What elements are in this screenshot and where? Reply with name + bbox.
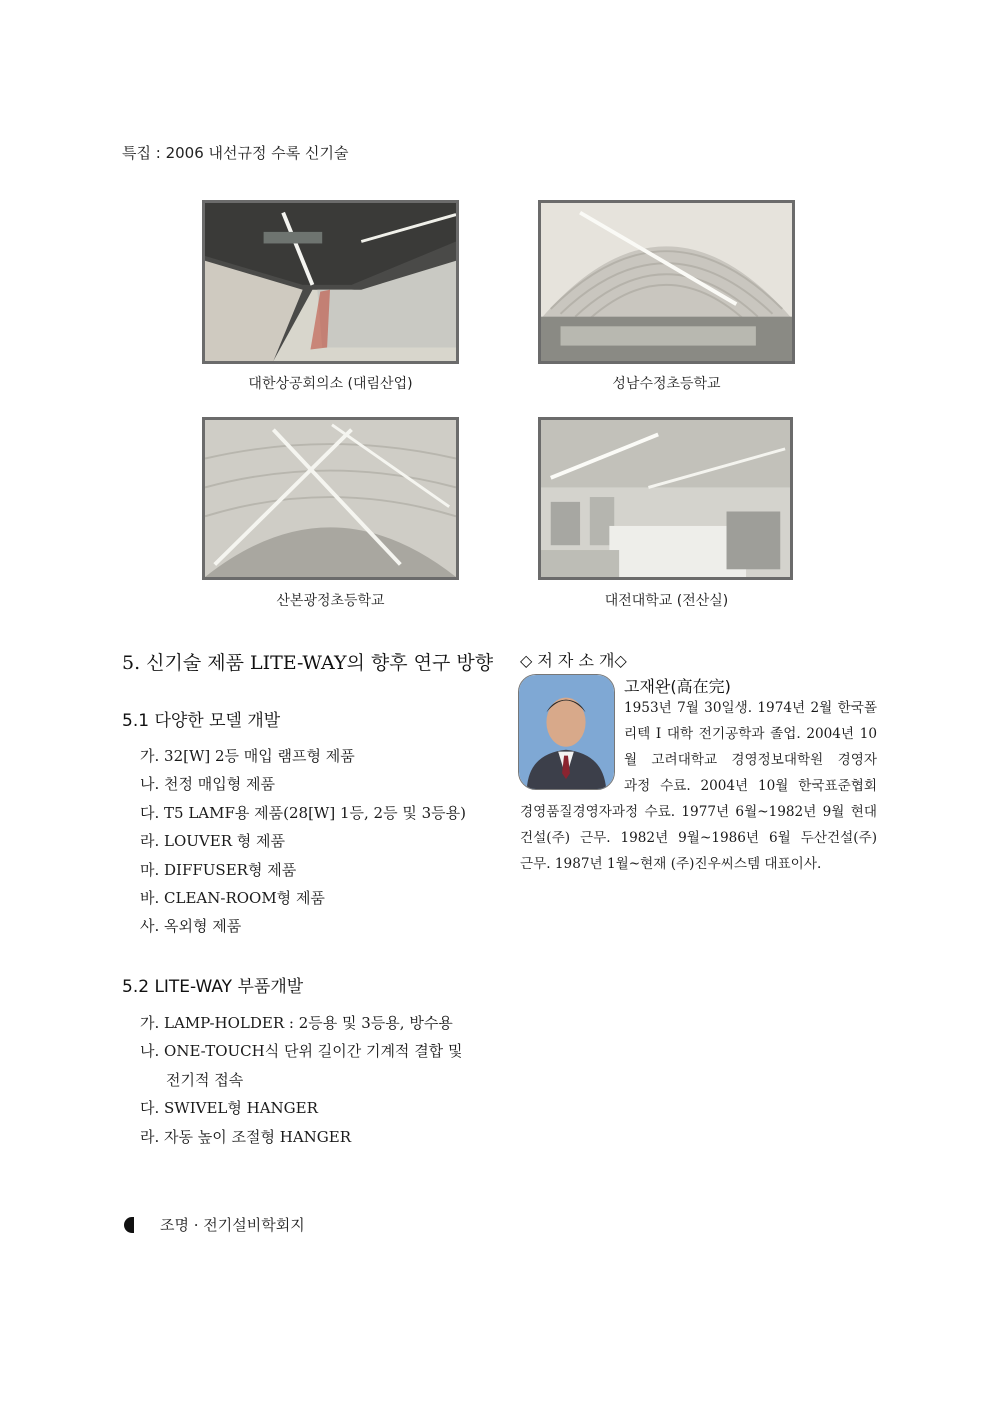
list-item: 마. DIFFUSER형 제품 bbox=[140, 860, 297, 879]
photo-caption: 대한상공회의소 (대림산업) bbox=[248, 376, 413, 392]
list-item-continuation: 전기적 접속 bbox=[166, 1070, 244, 1089]
author-bio-line: 과정 수료. 2004년 10월 한국표준협회 bbox=[624, 778, 877, 794]
footer-mark-icon bbox=[124, 1217, 134, 1233]
author-name: 고재완(高在完) bbox=[624, 677, 731, 696]
photo-ceiling-upward bbox=[202, 417, 459, 580]
list-item: 나. 천정 매입형 제품 bbox=[140, 775, 275, 794]
author-bio-line: 1953년 7월 30일생. 1974년 2월 한국폴 bbox=[624, 700, 877, 716]
subsection-title-5-2: 5.2 LITE-WAY 부품개발 bbox=[122, 977, 304, 997]
subsection-title-5-1: 5.1 다양한 모델 개발 bbox=[122, 711, 281, 731]
list-item: 나. ONE-TOUCH식 단위 길이간 기계적 결합 및 bbox=[140, 1042, 463, 1061]
photo-computer-room bbox=[538, 417, 793, 580]
parts-development-list bbox=[140, 1009, 462, 1151]
author-bio-line: 리텍 I 대학 전기공학과 졸업. 2004년 10 bbox=[624, 726, 877, 742]
author-bio-line: 월 고려대학교 경영정보대학원 경영자 bbox=[624, 752, 877, 768]
photo-caption: 성남수정초등학교 bbox=[612, 376, 721, 392]
list-item: 가. LAMP-HOLDER : 2등용 및 3등용, 방수용 bbox=[140, 1014, 453, 1032]
list-item: 가. 32[W] 2등 매입 램프형 제품 bbox=[140, 747, 355, 765]
photo-caption: 대전대학교 (전산실) bbox=[604, 593, 729, 609]
running-header: 특집 : 2006 내선규정 수록 신기술 bbox=[122, 144, 349, 162]
author-portrait bbox=[518, 674, 615, 790]
photo-corridor bbox=[202, 200, 459, 364]
list-item: 바. CLEAN-ROOM형 제품 bbox=[140, 889, 325, 908]
list-item: 다. SWIVEL형 HANGER bbox=[140, 1099, 318, 1118]
list-item: 라. 자동 높이 조절형 HANGER bbox=[140, 1127, 352, 1146]
model-development-list bbox=[140, 742, 466, 941]
list-item: 다. T5 LAMF용 제품(28[W] 1등, 2등 및 3등용) bbox=[140, 803, 466, 822]
author-bio-line: 근무. 1987년 1월~현재 (주)진우씨스템 대표이사. bbox=[520, 856, 822, 872]
list-item: 사. 옥외형 제품 bbox=[140, 917, 242, 936]
page-footer bbox=[124, 1214, 305, 1235]
author-intro-heading: ◇ 저 자 소 개◇ bbox=[520, 651, 627, 670]
author-bio-line: 경영품질경영자과정 수료. 1977년 6월~1982년 9월 현대 bbox=[520, 804, 877, 820]
photo-arched-ceiling bbox=[538, 200, 795, 364]
photo-caption: 산본광정초등학교 bbox=[276, 593, 385, 609]
author-bio-line: 건설(주) 근무. 1982년 9월~1986년 6월 두산건설(주) bbox=[520, 830, 877, 846]
section-title: 5. 신기술 제품 LITE-WAY의 향후 연구 방향 bbox=[122, 652, 494, 674]
list-item: 라. LOUVER 형 제품 bbox=[140, 832, 286, 851]
journal-name: 조명 · 전기설비학회지 bbox=[160, 1216, 305, 1234]
